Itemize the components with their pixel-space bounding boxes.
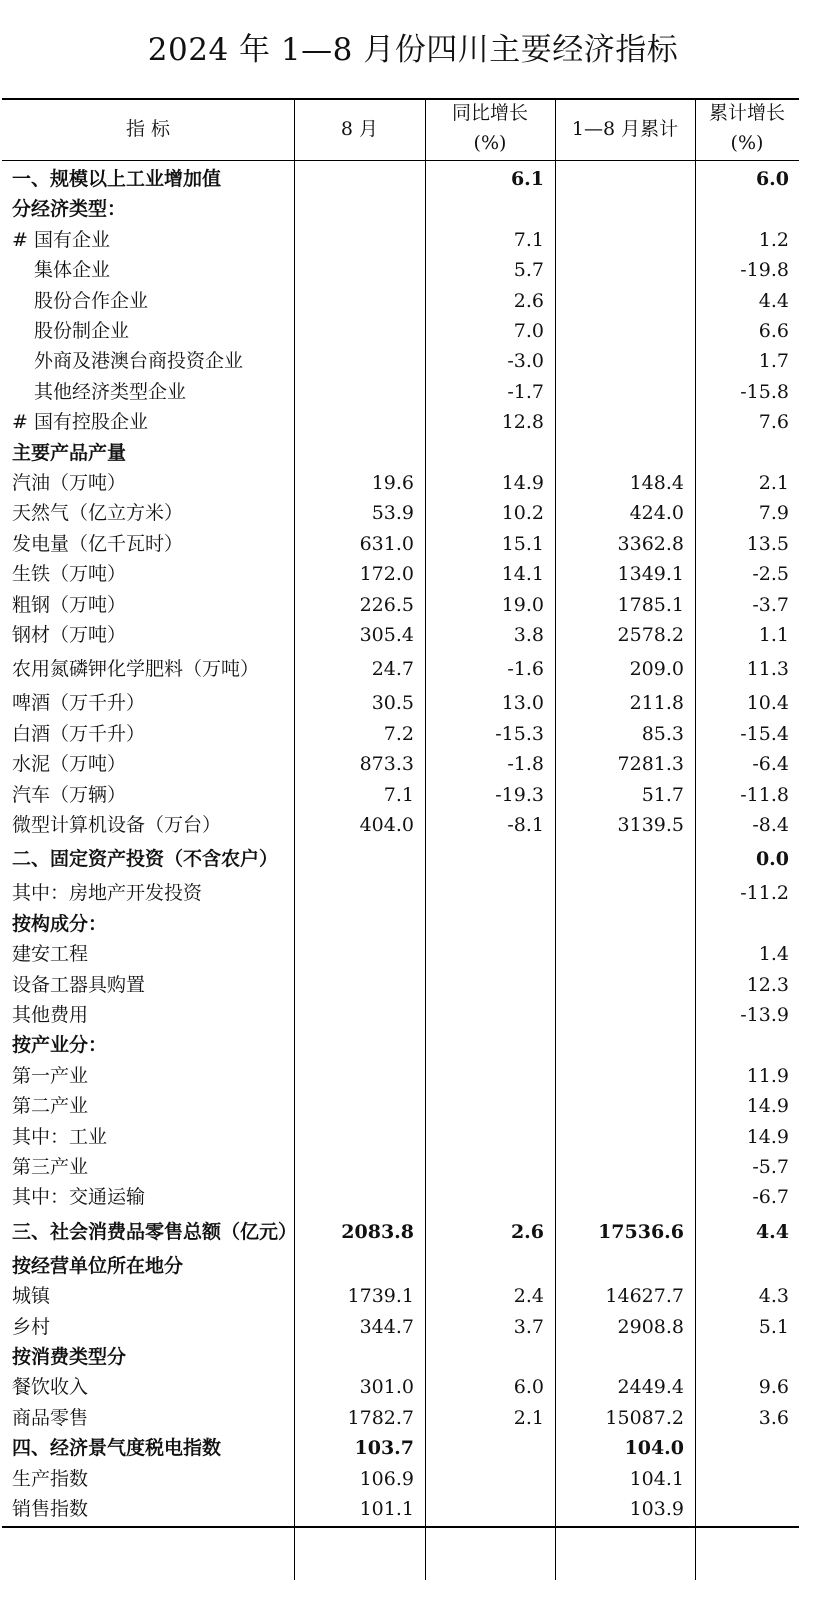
cell-cum-growth: 1.7 [758,350,789,373]
cell-yoy: 2.4 [513,1285,544,1308]
cell-cumulative: 424.0 [629,502,684,525]
row-label: 乡村 [12,1315,51,1338]
cell-yoy: 13.0 [501,692,544,715]
cell-yoy: 6.1 [510,168,544,190]
cell-cum-growth: -2.5 [752,563,789,586]
row-label: 其他费用 [12,1004,89,1026]
row-label: 建安工程 [12,943,89,966]
row-label: 其中：交通运输 [12,1186,146,1209]
table-row [2,970,799,1000]
cell-cumulative: 85.3 [641,722,684,745]
cell-cumulative: 211.8 [629,692,684,715]
row-label: 三、社会消费品零售总额（亿元） [12,1220,298,1243]
row-label: 股份制企业 [34,320,130,342]
cell-cum-growth: -19.8 [740,259,789,282]
header-yoy-label: 同比增长 [451,102,528,124]
table-row [2,1494,799,1524]
cell-cum-growth: 2.1 [758,472,789,494]
row-label: 销售指数 [12,1498,89,1520]
row-label: 主要产品产量 [12,441,127,464]
cell-yoy: 7.0 [513,320,544,342]
row-label: 白酒（万千升） [12,722,146,745]
row-label: 按消费类型分 [12,1346,127,1368]
row-label: 生产指数 [12,1467,89,1490]
table-top-rule [2,98,799,100]
row-label: 按构成分： [12,912,108,935]
header-cumulative: 1—8 月累计 [571,118,679,140]
cell-yoy: 14.1 [501,563,544,586]
cell-cum-growth: 6.6 [758,320,789,342]
table-row [2,1122,799,1152]
table-row [2,255,799,285]
cell-cumulative: 3139.5 [617,814,684,836]
table-row [2,688,799,718]
row-label: 四、经济景气度税电指数 [12,1437,222,1460]
cell-cum-growth: 4.3 [758,1285,789,1308]
table-row [2,1464,799,1494]
table-row [2,1281,799,1311]
cell-month: 101.1 [359,1498,414,1520]
cell-cum-growth: 14.9 [746,1125,789,1148]
cell-yoy: 3.8 [513,624,544,646]
table-row [2,559,799,589]
row-label: 第二产业 [12,1095,89,1118]
cell-month: 7.2 [383,722,414,745]
table-bottom-rule [2,1526,799,1528]
hash-marker: # [12,228,28,251]
cell-cum-growth: -13.9 [740,1004,789,1026]
table-row [2,844,799,874]
cell-yoy: 10.2 [501,502,544,525]
row-label: 微型计算机设备（万台） [12,814,222,836]
table-row [2,164,799,194]
table-row [2,654,799,684]
cell-cum-growth: -8.4 [752,814,789,836]
cell-yoy: 7.1 [513,228,544,251]
cell-cum-growth: 4.4 [755,1220,789,1243]
cell-yoy: 14.9 [501,472,544,494]
row-label: 集体企业 [34,259,111,282]
cell-cumulative: 7281.3 [617,753,684,776]
table-row [2,1433,799,1463]
row-label: 发电量（亿千瓦时） [12,532,184,555]
cell-cum-growth: 7.6 [758,411,789,434]
row-label: 天然气（亿立方米） [12,502,184,525]
row-label: 外商及港澳台商投资企业 [34,350,244,373]
cell-yoy: -15.3 [495,722,544,745]
cell-month: 301.0 [359,1376,414,1399]
cell-month: 873.3 [359,753,414,776]
cell-cum-growth: 13.5 [746,532,789,555]
hash-marker: # [12,411,28,434]
cell-month: 106.9 [359,1467,414,1490]
table-row [2,939,799,969]
table-row [2,620,799,650]
table-row [2,1030,799,1060]
header-bottom-rule [2,160,799,161]
row-label: 分经济类型： [12,198,127,221]
cell-yoy: -8.1 [507,814,544,836]
cell-cum-growth: 11.9 [746,1064,789,1087]
cell-cum-growth: -11.2 [740,882,789,905]
cell-cumulative: 2578.2 [617,624,684,646]
page-title: 2024 年 1—8 月份四川主要经济指标 [147,32,679,68]
cell-month: 24.7 [371,658,414,681]
cell-month: 172.0 [359,563,414,586]
header-indicator: 指 标 [125,118,171,140]
cell-month: 2083.8 [341,1220,414,1243]
table-row [2,498,799,528]
cell-yoy: 2.6 [513,289,544,312]
table-row [2,194,799,224]
row-label: 生铁（万吨） [12,563,127,586]
cell-cum-growth: 1.4 [758,943,789,966]
table-row [2,719,799,749]
row-label: 二、固定资产投资（不含农户） [12,848,279,871]
cell-month: 404.0 [359,814,414,836]
cell-cumulative: 2449.4 [617,1376,684,1399]
row-label: 国有企业 [34,228,111,251]
table-row [2,225,799,255]
row-label: 设备工器具购置 [12,973,146,996]
cell-cumulative: 15087.2 [605,1406,684,1429]
row-label: 第一产业 [12,1064,89,1087]
cell-cum-growth: -11.8 [740,783,789,806]
table-row [2,1182,799,1212]
table-row [2,1000,799,1030]
cell-month: 53.9 [371,502,414,525]
row-label: 其中：房地产开发投资 [12,882,203,905]
cell-cum-growth: -6.4 [752,753,789,776]
table-row [2,590,799,620]
cell-yoy: -1.6 [507,658,544,681]
cell-cum-growth: 9.6 [758,1376,789,1399]
row-label: 商品零售 [12,1406,89,1429]
cell-yoy: 2.6 [510,1220,544,1243]
row-label: 啤酒（万千升） [12,692,146,715]
cell-cumulative: 209.0 [629,658,684,681]
cell-month: 30.5 [371,692,414,715]
table-row [2,468,799,498]
cell-cum-growth: 11.3 [746,658,789,681]
table-row [2,909,799,939]
row-label: 其他经济类型企业 [34,380,187,403]
cell-month: 1782.7 [347,1406,414,1429]
table-row [2,878,799,908]
cell-cum-growth: -6.7 [752,1186,789,1209]
cell-yoy: -1.8 [507,753,544,776]
cell-month: 344.7 [359,1315,414,1338]
table-row [2,1061,799,1091]
cell-cumulative: 17536.6 [598,1220,684,1243]
row-label: 第三产业 [12,1156,89,1178]
cell-cum-growth: 0.0 [755,848,789,871]
table-row [2,316,799,346]
header-cum-growth-unit: (%) [730,132,764,154]
table-row [2,1091,799,1121]
cell-month: 19.6 [371,472,414,494]
header-cum-growth-label: 累计增长 [708,102,785,124]
row-label: 其中：工业 [12,1125,108,1148]
cell-month: 103.7 [354,1437,414,1460]
cell-cum-growth: 4.4 [758,289,789,312]
row-label: 水泥（万吨） [12,753,127,776]
table-row [2,780,799,810]
cell-cum-growth: -5.7 [752,1156,789,1178]
cell-cum-growth: 7.9 [758,502,789,525]
table-row [2,1152,799,1182]
cell-cumulative: 51.7 [641,783,684,806]
table-row [2,1342,799,1372]
cell-cum-growth: 6.0 [755,168,789,190]
cell-cum-growth: 12.3 [746,973,789,996]
cell-yoy: 6.0 [513,1376,544,1399]
table-row [2,810,799,840]
cell-cum-growth: 3.6 [758,1406,789,1429]
table-row [2,346,799,376]
table-row [2,529,799,559]
cell-cum-growth: -15.4 [740,722,789,745]
cell-yoy: -19.3 [495,783,544,806]
cell-month: 1739.1 [347,1285,414,1308]
cell-cumulative: 103.9 [629,1498,684,1520]
row-label: 按经营单位所在地分 [12,1254,184,1277]
cell-month: 305.4 [359,624,414,646]
table-row [2,438,799,468]
row-label: 按产业分： [12,1034,108,1057]
cell-yoy: 2.1 [513,1406,544,1429]
row-label: 股份合作企业 [34,289,149,312]
cell-cumulative: 1349.1 [617,563,684,586]
cell-yoy: 15.1 [501,532,544,555]
cell-cum-growth: 1.1 [758,624,789,646]
row-label: 国有控股企业 [34,411,149,434]
cell-cumulative: 2908.8 [617,1315,684,1338]
cell-yoy: -3.0 [507,350,544,373]
cell-cumulative: 148.4 [629,472,684,494]
table-row [2,1403,799,1433]
header-yoy [425,98,555,158]
cell-cum-growth: 14.9 [746,1095,789,1118]
header-month: 8 月 [340,118,379,140]
table-row [2,286,799,316]
cell-yoy: 3.7 [513,1315,544,1338]
cell-cumulative: 104.1 [629,1467,684,1490]
header-yoy-unit: (%) [473,132,507,154]
cell-yoy: 19.0 [501,593,544,616]
cell-yoy: 5.7 [513,259,544,282]
cell-cum-growth: 5.1 [758,1315,789,1338]
cell-yoy: 12.8 [501,411,544,434]
cell-cum-growth: -3.7 [752,593,789,616]
row-label: 农用氮磷钾化学肥料（万吨） [12,658,260,681]
cell-month: 7.1 [383,783,414,806]
cell-cum-growth: 10.4 [746,692,789,715]
cell-cumulative: 1785.1 [617,593,684,616]
cell-month: 226.5 [359,593,414,616]
cell-cum-growth: 1.2 [758,228,789,251]
cell-cum-growth: -15.8 [740,380,789,403]
row-label: 餐饮收入 [12,1376,89,1399]
row-label: 钢材（万吨） [12,624,127,646]
row-label: 汽车（万辆） [12,783,127,806]
table-row [2,407,799,437]
row-label: 一、规模以上工业增加值 [12,168,222,190]
table-row [2,1372,799,1402]
row-label: 汽油（万吨） [12,472,127,494]
table-row [2,1312,799,1342]
table-row [2,377,799,407]
header-cum-growth [695,98,799,158]
row-label: 城镇 [12,1285,51,1308]
cell-cumulative: 104.0 [624,1437,684,1460]
cell-cumulative: 14627.7 [605,1285,684,1308]
row-label: 粗钢（万吨） [12,593,127,616]
table-row [2,1251,799,1281]
cell-yoy: -1.7 [507,380,544,403]
table-row [2,749,799,779]
cell-month: 631.0 [359,532,414,555]
cell-cumulative: 3362.8 [617,532,684,555]
table-row [2,1217,799,1247]
